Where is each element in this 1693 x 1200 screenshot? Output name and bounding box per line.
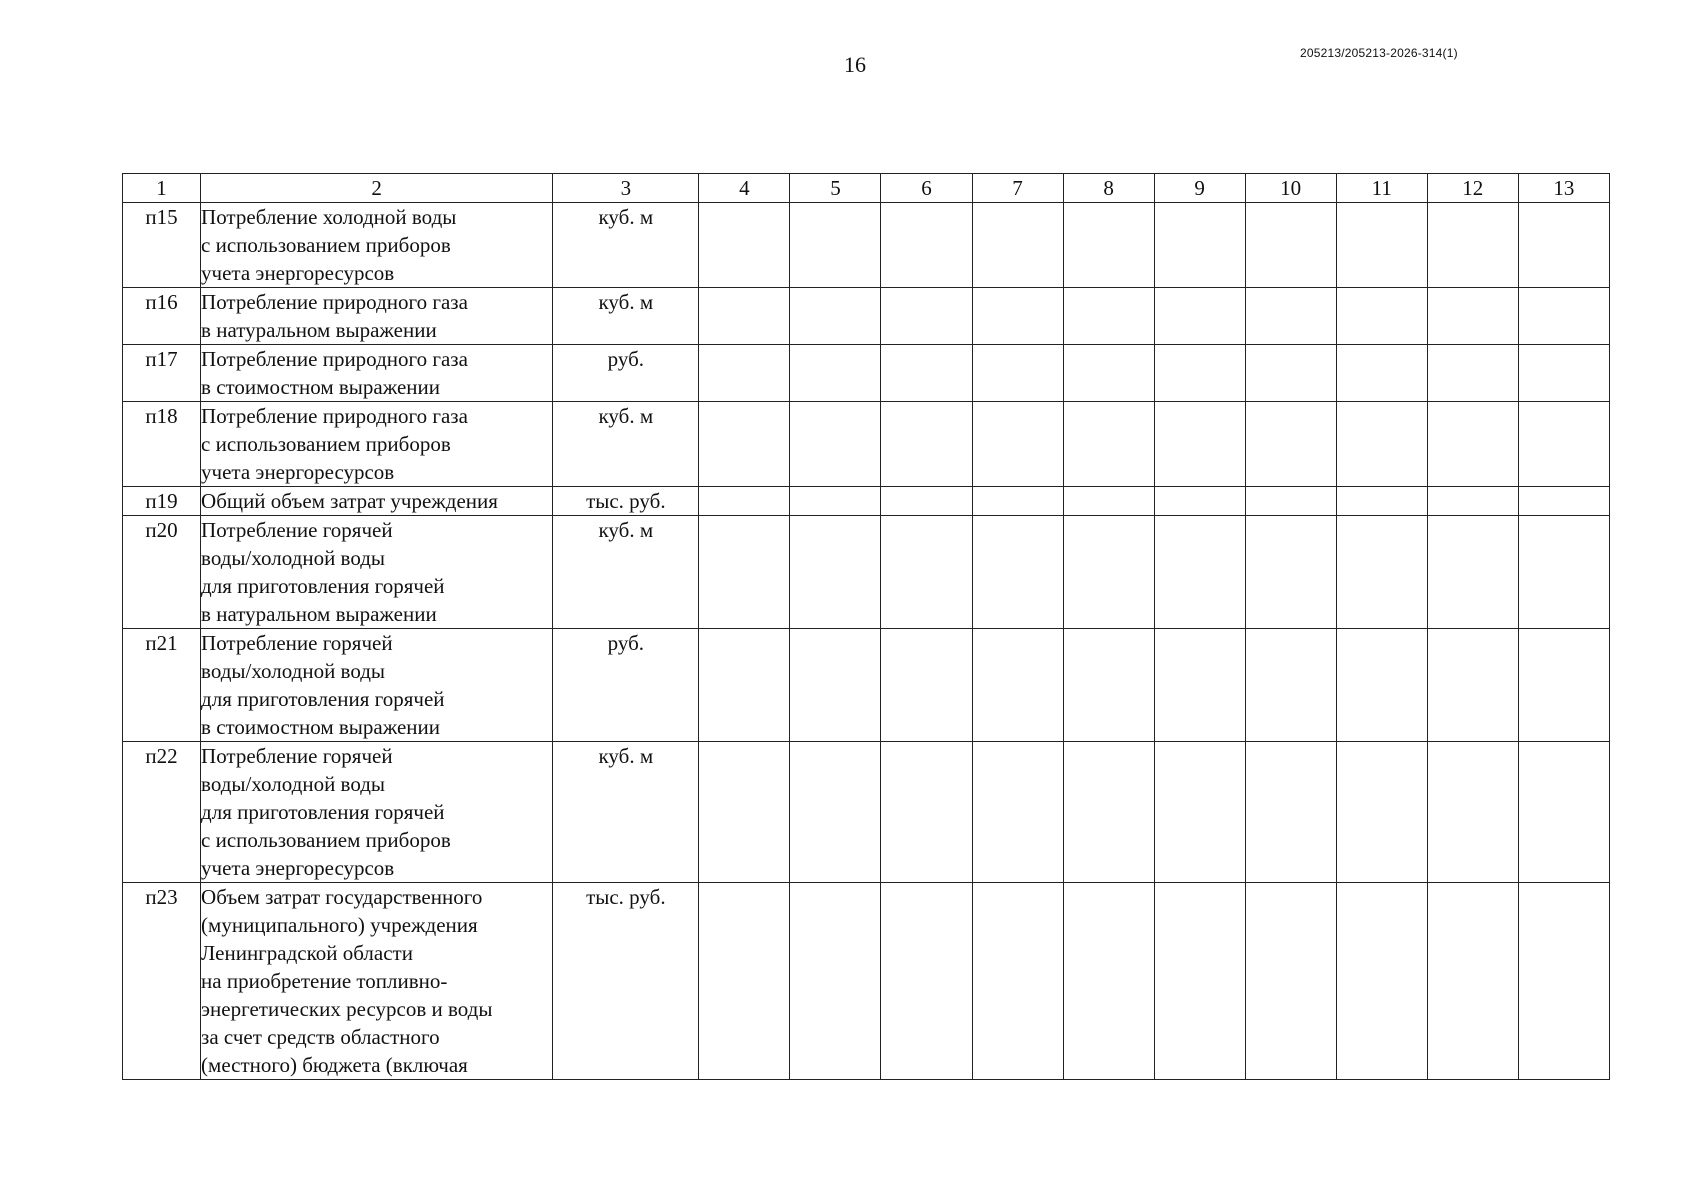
value-cell xyxy=(972,487,1063,516)
value-cell xyxy=(1518,203,1609,288)
table-body xyxy=(123,203,1610,1080)
value-cell xyxy=(1063,203,1154,288)
row-name-cell: Потребление горячей воды/холодной воды для приготовления горячей в стоимостном выражении xyxy=(201,629,553,742)
row-unit-cell: куб. м xyxy=(553,203,699,288)
value-cell xyxy=(881,345,972,402)
column-header: 3 xyxy=(553,174,699,203)
column-header: 5 xyxy=(790,174,881,203)
value-cell xyxy=(1154,629,1245,742)
value-cell xyxy=(790,487,881,516)
value-cell xyxy=(881,203,972,288)
column-header: 6 xyxy=(881,174,972,203)
value-cell xyxy=(1427,487,1518,516)
value-cell xyxy=(1518,629,1609,742)
row-code-cell: п15 xyxy=(123,203,201,288)
value-cell xyxy=(790,516,881,629)
value-cell xyxy=(1063,629,1154,742)
value-cell xyxy=(881,402,972,487)
row-name-cell: Объем затрат государственного (муниципального) учреждения Ленинградской области на приобретение топливно- энергетических ресурсов и воды за счет средств областного (местного) бюджета (включая xyxy=(201,883,553,1080)
value-cell xyxy=(972,516,1063,629)
value-cell xyxy=(881,883,972,1080)
row-name-cell: Потребление природного газа в стоимостном выражении xyxy=(201,345,553,402)
value-cell xyxy=(881,487,972,516)
value-cell xyxy=(1063,487,1154,516)
value-cell xyxy=(1518,883,1609,1080)
value-cell xyxy=(1063,402,1154,487)
row-code-cell: п17 xyxy=(123,345,201,402)
value-cell xyxy=(1336,883,1427,1080)
row-name-cell: Потребление холодной воды с использованием приборов учета энергоресурсов xyxy=(201,203,553,288)
value-cell xyxy=(1245,629,1336,742)
value-cell xyxy=(1518,516,1609,629)
value-cell xyxy=(1245,487,1336,516)
value-cell xyxy=(881,516,972,629)
page-number: 16 xyxy=(844,52,866,77)
value-cell xyxy=(1427,883,1518,1080)
row-code-cell: п20 xyxy=(123,516,201,629)
column-header: 12 xyxy=(1427,174,1518,203)
value-cell xyxy=(699,629,790,742)
value-cell xyxy=(972,288,1063,345)
row-unit-cell: куб. м xyxy=(553,288,699,345)
value-cell xyxy=(881,629,972,742)
column-header: 13 xyxy=(1518,174,1609,203)
value-cell xyxy=(790,883,881,1080)
value-cell xyxy=(1427,345,1518,402)
column-header: 7 xyxy=(972,174,1063,203)
row-name-cell: Потребление горячей воды/холодной воды для приготовления горячей в натуральном выражении xyxy=(201,516,553,629)
value-cell xyxy=(1245,288,1336,345)
column-header: 10 xyxy=(1245,174,1336,203)
value-cell xyxy=(1154,345,1245,402)
value-cell xyxy=(1336,629,1427,742)
row-code-cell: п16 xyxy=(123,288,201,345)
row-name-cell: Потребление природного газа в натуральном выражении xyxy=(201,288,553,345)
value-cell xyxy=(699,742,790,883)
column-header: 2 xyxy=(201,174,553,203)
value-cell xyxy=(1336,345,1427,402)
value-cell xyxy=(790,203,881,288)
row-name-cell: Потребление природного газа с использованием приборов учета энергоресурсов xyxy=(201,402,553,487)
value-cell xyxy=(1245,203,1336,288)
value-cell xyxy=(1245,742,1336,883)
header-row xyxy=(123,174,1610,203)
row-unit-cell: куб. м xyxy=(553,516,699,629)
value-cell xyxy=(1336,742,1427,883)
value-cell xyxy=(1518,402,1609,487)
value-cell xyxy=(1063,345,1154,402)
value-cell xyxy=(1336,288,1427,345)
column-header: 11 xyxy=(1336,174,1427,203)
row-unit-cell: тыс. руб. xyxy=(553,883,699,1080)
value-cell xyxy=(1427,203,1518,288)
column-header: 4 xyxy=(699,174,790,203)
table-row xyxy=(123,516,1610,629)
value-cell xyxy=(1427,742,1518,883)
table-row xyxy=(123,629,1610,742)
value-cell xyxy=(790,742,881,883)
value-cell xyxy=(790,288,881,345)
value-cell xyxy=(699,883,790,1080)
document-code: 205213/205213-2026-314(1) xyxy=(1300,46,1458,60)
value-cell xyxy=(1518,487,1609,516)
value-cell xyxy=(972,402,1063,487)
value-cell xyxy=(1063,742,1154,883)
row-name-cell: Общий объем затрат учреждения xyxy=(201,487,553,516)
value-cell xyxy=(1518,345,1609,402)
value-cell xyxy=(972,629,1063,742)
row-code-cell: п21 xyxy=(123,629,201,742)
value-cell xyxy=(881,742,972,883)
table-row xyxy=(123,487,1610,516)
value-cell xyxy=(1063,516,1154,629)
column-header: 1 xyxy=(123,174,201,203)
row-unit-cell: руб. xyxy=(553,345,699,402)
value-cell xyxy=(1518,288,1609,345)
row-code-cell: п19 xyxy=(123,487,201,516)
value-cell xyxy=(699,402,790,487)
value-cell xyxy=(790,402,881,487)
value-cell xyxy=(881,288,972,345)
row-code-cell: п18 xyxy=(123,402,201,487)
row-unit-cell: руб. xyxy=(553,629,699,742)
value-cell xyxy=(699,345,790,402)
value-cell xyxy=(1427,288,1518,345)
value-cell xyxy=(1154,203,1245,288)
column-header: 9 xyxy=(1154,174,1245,203)
value-cell xyxy=(972,345,1063,402)
value-cell xyxy=(1245,345,1336,402)
row-code-cell: п22 xyxy=(123,742,201,883)
column-header: 8 xyxy=(1063,174,1154,203)
value-cell xyxy=(972,742,1063,883)
value-cell xyxy=(1427,629,1518,742)
value-cell xyxy=(1336,487,1427,516)
table-row xyxy=(123,883,1610,1080)
row-unit-cell: куб. м xyxy=(553,402,699,487)
value-cell xyxy=(1154,516,1245,629)
row-code-cell: п23 xyxy=(123,883,201,1080)
value-cell xyxy=(972,883,1063,1080)
value-cell xyxy=(1336,516,1427,629)
value-cell xyxy=(1154,742,1245,883)
table-row xyxy=(123,402,1610,487)
value-cell xyxy=(1154,883,1245,1080)
value-cell xyxy=(1336,402,1427,487)
row-name-cell: Потребление горячей воды/холодной воды для приготовления горячей с использованием приборов учета энергоресурсов xyxy=(201,742,553,883)
value-cell xyxy=(1154,288,1245,345)
table-row xyxy=(123,742,1610,883)
value-cell xyxy=(1427,402,1518,487)
row-unit-cell: тыс. руб. xyxy=(553,487,699,516)
value-cell xyxy=(790,629,881,742)
indicators-table xyxy=(122,173,1610,1080)
value-cell xyxy=(699,487,790,516)
row-unit-cell: куб. м xyxy=(553,742,699,883)
value-cell xyxy=(1154,402,1245,487)
value-cell xyxy=(1154,487,1245,516)
value-cell xyxy=(699,203,790,288)
table-row xyxy=(123,345,1610,402)
value-cell xyxy=(699,516,790,629)
value-cell xyxy=(1063,883,1154,1080)
table-row xyxy=(123,288,1610,345)
value-cell xyxy=(699,288,790,345)
value-cell xyxy=(972,203,1063,288)
value-cell xyxy=(1518,742,1609,883)
value-cell xyxy=(1245,402,1336,487)
value-cell xyxy=(790,345,881,402)
value-cell xyxy=(1063,288,1154,345)
value-cell xyxy=(1427,516,1518,629)
value-cell xyxy=(1245,516,1336,629)
table-row xyxy=(123,203,1610,288)
value-cell xyxy=(1336,203,1427,288)
value-cell xyxy=(1245,883,1336,1080)
